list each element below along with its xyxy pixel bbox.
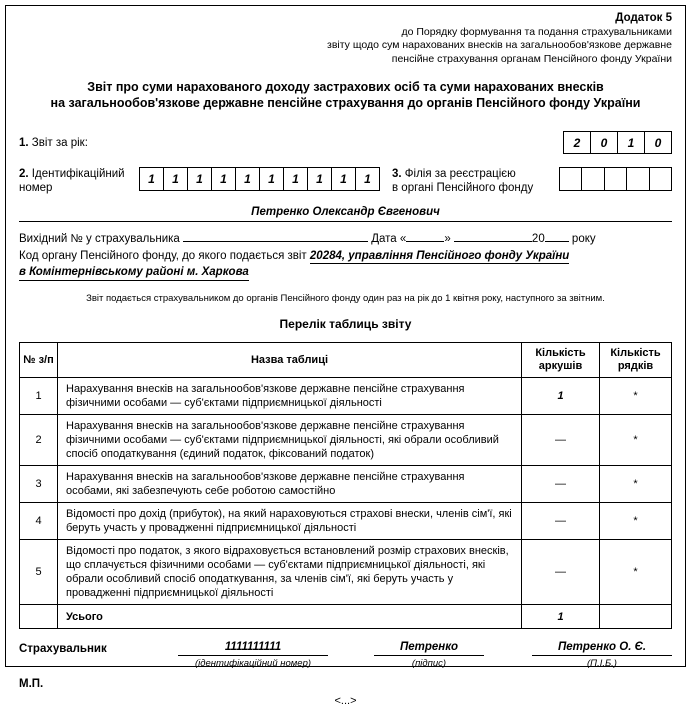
signature-block-fullname	[532, 641, 672, 669]
seal-place-label: М.П.	[19, 678, 44, 690]
outgoing-number-line: Вихідний № у страхувальника Дата « » 20 року	[19, 230, 672, 246]
table-row: 5 Відомості про податок, з якого відраховується встановлений розмір страхових внесків, що сплачується фізичними особами — суб'єктами підприємницької діяльності, які обрали особливий спосіб оподаткування, за членів сім'ї, які беруть участь у провадженні підприємницької діяльності — *	[20, 540, 672, 605]
header-sheets-count: Кількість аркушів	[522, 343, 600, 378]
appendix-line: до Порядку формування та подання страхувальниками	[401, 25, 672, 38]
table-row: 2 Нарахування внесків на загальнообов'язкове державне пенсійне страхування фізичними особами — суб'єктами підприємницької діяльності, які обрали особливий спосіб оподаткування (єдиний податок, фіксований податок) — *	[20, 415, 672, 466]
pension-code-value-line2: в Комінтернівському районі м. Харкова	[19, 265, 249, 281]
header-lines-count: Кількість рядків	[600, 343, 672, 378]
submission-note: Звіт подається страхувальником до органів Пенсійного фонду один раз на рік до 1 квітня року, наступного за звітним.	[86, 293, 605, 304]
filia-cell	[559, 167, 583, 191]
pension-code-value-line1: 20284, управління Пенсійного фонду України	[309, 250, 570, 262]
date-day-blank	[406, 230, 444, 242]
outgoing-label: Вихідний № у страхувальника	[19, 233, 180, 245]
report-year-label: 1. Звіт за рік:	[19, 136, 88, 149]
appendix-header	[19, 12, 672, 66]
id-digit-cell: 1	[211, 167, 236, 191]
id-number-label: 2. Ідентифікаційний номер	[19, 168, 125, 194]
pension-code-line	[19, 249, 672, 281]
filia-boxes	[559, 167, 673, 191]
outgoing-number-blank	[183, 230, 368, 242]
year-digit-cell: 1	[617, 131, 645, 154]
id-digit-cell: 1	[331, 167, 356, 191]
table-row: 3 Нарахування внесків на загальнообов'язкове державне пенсійне страхування особами, які забезпечують себе роботою самостійно — *	[20, 466, 672, 503]
year-digit-cell: 0	[590, 131, 618, 154]
id-digit-cell: 1	[235, 167, 260, 191]
appendix-line: пенсійне страхування органам Пенсійного фонду України	[391, 52, 672, 65]
year-digit-boxes	[563, 131, 672, 154]
signature-id-caption: (ідентифікаційний номер)	[194, 658, 312, 669]
year-digit-cell: 0	[644, 131, 672, 154]
signature-block-id-number	[178, 641, 328, 669]
id-digit-boxes	[139, 167, 380, 191]
signature-fullname-caption: (П.І.Б.)	[587, 658, 617, 669]
signature-fullname: Петренко О. Є.	[532, 641, 672, 656]
id-digit-cell: 1	[163, 167, 188, 191]
date-year-blank	[545, 230, 569, 242]
insurer-label: Страхувальник	[19, 643, 107, 655]
page-border-frame	[5, 5, 686, 707]
id-digit-cell: 1	[355, 167, 380, 191]
signature-name: Петренко	[374, 641, 484, 656]
table-row: 1 Нарахування внесків на загальнообов'язкове державне пенсійне страхування фізичними особами — суб'єктами підприємницької діяльності 1 *	[20, 378, 672, 415]
filia-cell	[604, 167, 628, 191]
report-year-row	[19, 131, 672, 154]
appendix-number: Додаток 5	[615, 12, 672, 24]
header-num: № з/п	[20, 343, 58, 378]
filia-cell	[649, 167, 673, 191]
signature-block-signature	[374, 641, 484, 669]
pension-code-label: Код органу Пенсійного фонду, до якого подається звіт	[19, 250, 307, 262]
signature-caption: (підпис)	[411, 658, 447, 669]
id-digit-cell: 1	[139, 167, 164, 191]
signature-id-number: 1111111111	[178, 641, 328, 656]
table-header-row	[20, 343, 672, 378]
filia-cell	[581, 167, 605, 191]
page-continuation-mark: <...>	[334, 695, 357, 707]
id-digit-cell: 1	[187, 167, 212, 191]
report-title	[19, 79, 672, 111]
year-digit-cell: 2	[563, 131, 591, 154]
filia-cell	[626, 167, 650, 191]
report-title-line1: Звіт про суми нарахованого доходу застрахових осіб та суми нарахованих внесків	[87, 80, 604, 94]
identification-row	[19, 167, 672, 195]
date-month-blank	[454, 230, 532, 242]
id-digit-cell: 1	[283, 167, 308, 191]
table-row: 4 Відомості про дохід (прибуток), на який нараховуються страхові внески, членів сім'ї, які беруть участь у провадженні підприємницької діяльності — *	[20, 503, 672, 540]
id-digit-cell: 1	[259, 167, 284, 191]
appendix-line: звіту щодо сум нарахованих внесків на загальнообов'язкове державне	[327, 39, 672, 51]
report-title-line2: на загальнообов'язкове державне пенсійне страхування до органів Пенсійного фонду України	[50, 96, 641, 110]
header-table-name: Назва таблиці	[58, 343, 522, 378]
signature-row	[19, 641, 672, 669]
date-word: Дата	[371, 233, 397, 245]
report-tables-list	[19, 342, 672, 629]
insured-person-name: Петренко Олександр Євгенович	[19, 206, 672, 222]
table-total-row: Усього 1	[20, 605, 672, 629]
filia-label: 3. Філія за реєстрацією в органі Пенсійного фонду	[392, 168, 534, 194]
id-digit-cell: 1	[307, 167, 332, 191]
tables-list-title: Перелік таблиць звіту	[279, 317, 412, 331]
